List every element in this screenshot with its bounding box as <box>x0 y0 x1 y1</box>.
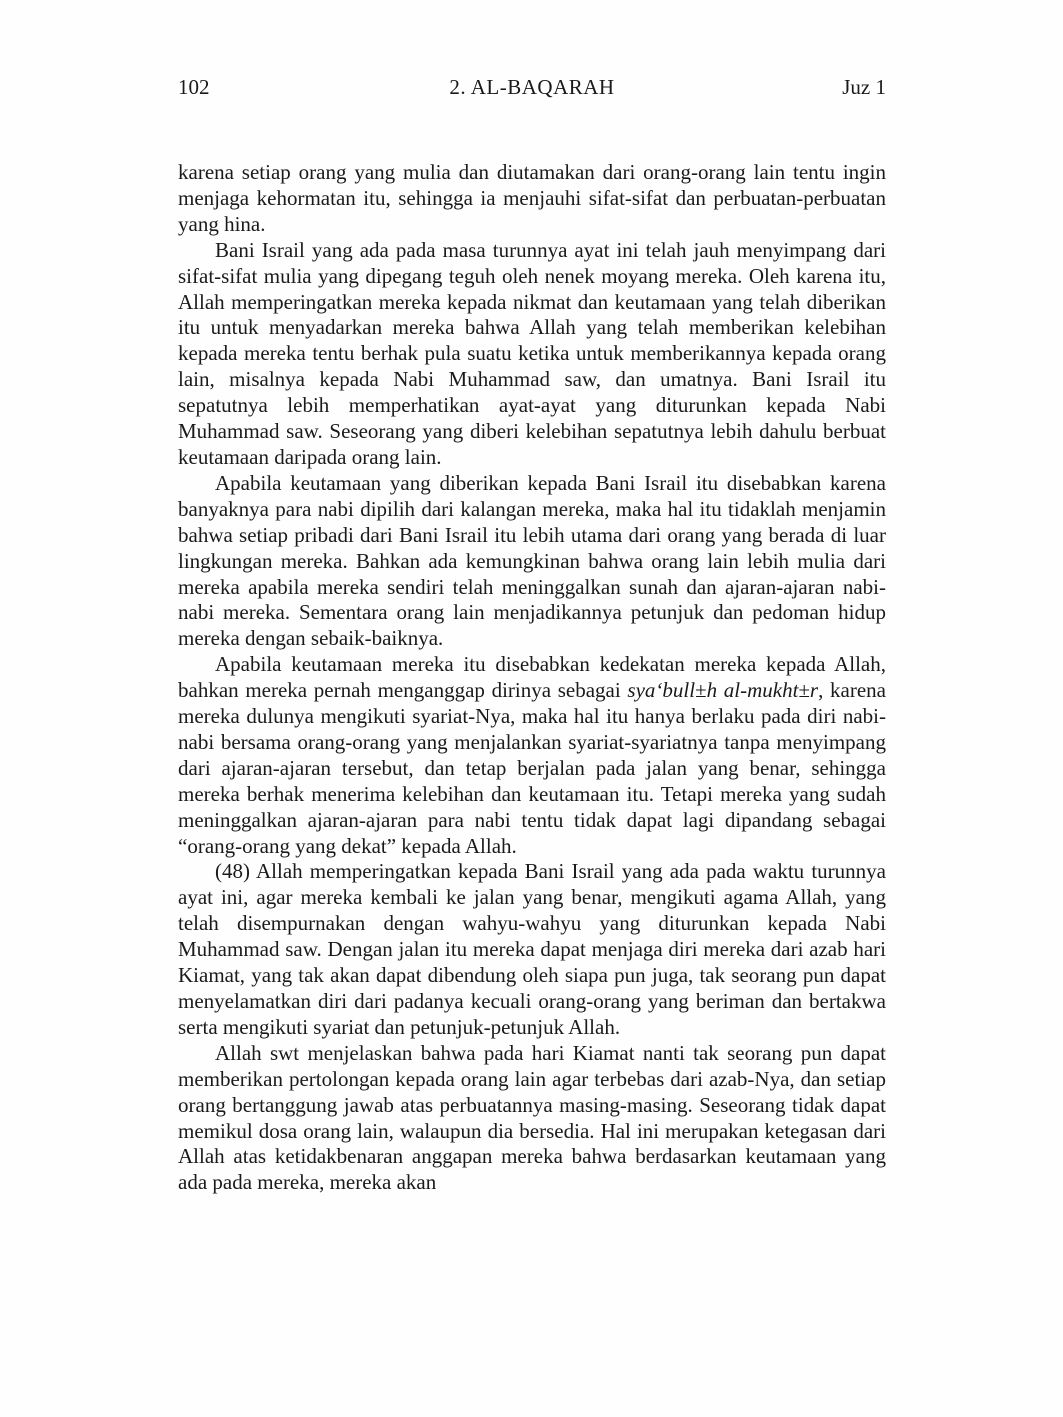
paragraph <box>178 1041 886 1196</box>
paragraph <box>178 652 886 859</box>
text-segment: Apabila keutamaan mereka itu disebabkan kedekatan mereka kepada Allah, bahkan mereka pernah menganggap dirinya sebagai <box>178 652 886 703</box>
page-header <box>178 74 886 100</box>
italic-term: sya‘bull±h al-mukht±r <box>627 678 819 703</box>
paragraph <box>178 160 886 238</box>
text-segment: (48) Allah memperingatkan kepada Bani Israil yang ada pada waktu turunnya ayat ini, agar mereka kembali ke jalan yang benar, mengikuti agama Allah, yang telah disempurnakan dengan wahyu-wahyu yang diturunkan kepada Nabi Muhammad saw. Dengan jalan itu mereka dapat menjaga diri mereka dari azab hari Kiamat, yang tak akan dapat dibendung oleh siapa pun juga, tak seorang pun dapat menyelamatkan diri dari padanya kecuali orang-orang yang beriman dan bertakwa serta mengikuti syariat dan petunjuk-petunjuk Allah. <box>178 859 886 1039</box>
text-segment: karena setiap orang yang mulia dan diutamakan dari orang-orang lain tentu ingin menjaga kehormatan itu, sehingga ia menjauhi sifat-sifat dan perbuatan-perbuatan yang hina. <box>178 160 886 236</box>
surah-title: 2. AL-BAQARAH <box>449 75 615 99</box>
paragraph <box>178 859 886 1040</box>
paragraph <box>178 471 886 652</box>
text-segment: Allah swt menjelaskan bahwa pada hari Kiamat nanti tak seorang pun dapat memberikan pertolongan kepada orang lain agar terbebas dari azab-Nya, dan setiap orang bertanggung jawab atas perbuatannya masing-masing. Seseorang tidak dapat memikul dosa orang lain, walaupun dia bersedia. Hal ini merupakan ketegasan dari Allah atas ketidakbenaran anggapan mereka bahwa berdasarkan keutamaan yang ada pada mereka, mereka akan <box>178 1040 886 1195</box>
page-number: 102 <box>178 75 210 99</box>
paragraph <box>178 238 886 471</box>
text-segment: Apabila keutamaan yang diberikan kepada Bani Israil itu disebabkan karena banyaknya para nabi dipilih dari kalangan mereka, maka hal itu tidaklah menjamin bahwa setiap pribadi dari Bani Israil itu lebih utama dari orang yang berada di luar lingkungan mereka. Bahkan ada kemungkinan bahwa orang lain lebih mulia dari mereka apabila mereka sendiri telah meninggalkan sunah dan ajaran-ajaran nabi-nabi mereka. Sementara orang lain menjadikannya petunjuk dan pedoman hidup mereka dengan sebaik-baiknya. <box>178 470 886 651</box>
text-segment: , karena mereka dulunya mengikuti syariat-Nya, maka hal itu hanya berlaku pada diri nabi-nabi bersama orang-orang yang menjalankan syariat-syariatnya tanpa menyimpang dari ajaran-ajaran tersebut, dan tetap berjalan pada jalan yang benar, sehingga mereka berhak menerima kelebihan dan keutamaan itu. Tetapi mereka yang sudah meninggalkan ajaran-ajaran para nabi tentu tidak dapat lagi dipandang sebagai “orang-orang yang dekat” kepada Allah. <box>178 678 886 858</box>
body-text <box>178 160 886 1196</box>
juz-label: Juz 1 <box>842 75 886 99</box>
text-segment: Bani Israil yang ada pada masa turunnya ayat ini telah jauh menyimpang dari sifat-sifat mulia yang dipegang teguh oleh nenek moyang mereka. Oleh karena itu, Allah memperingatkan mereka kepada nikmat dan keutamaan yang telah diberikan itu untuk menyadarkan mereka bahwa Allah yang telah memberikan kelebihan kepada mereka tentu berhak pula suatu ketika untuk memberikannya kepada orang lain, misalnya kepada Nabi Muhammad saw, dan umatnya. Bani Israil itu sepatutnya lebih memperhatikan ayat-ayat yang diturunkan kepada Nabi Muhammad saw. Seseorang yang diberi kelebihan sepatutnya lebih dahulu berbuat keutamaan daripada orang lain. <box>178 237 886 469</box>
